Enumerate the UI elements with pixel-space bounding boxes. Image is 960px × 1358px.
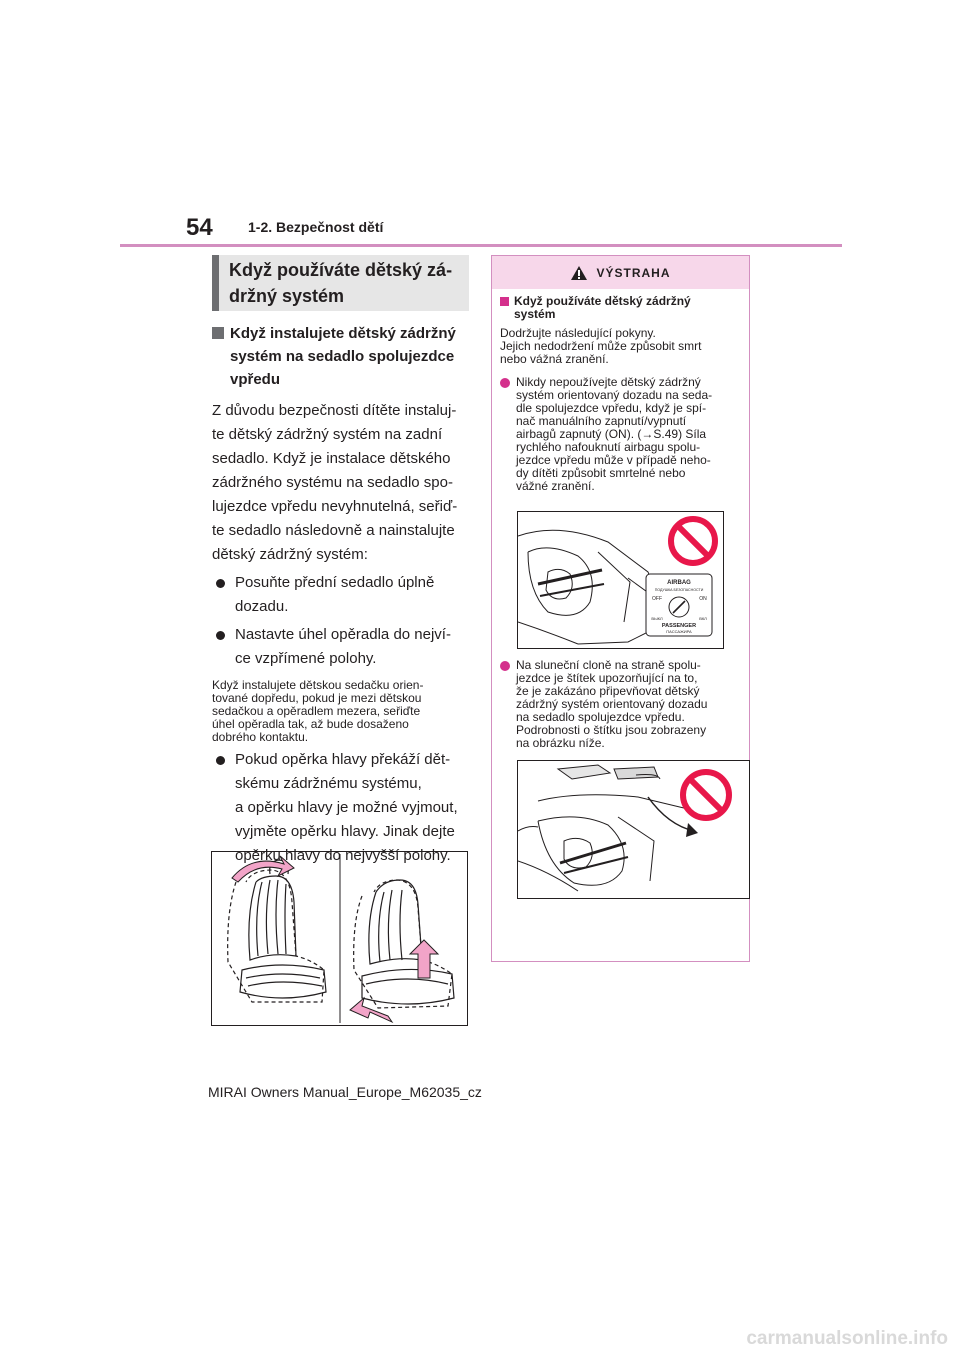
warning-header [492, 256, 749, 289]
airbag-label-subtitle: ПОДУШКА БЕЗОПАСНОСТИ [654, 588, 704, 592]
bullet-text: Pokud opěrka hlavy překáží dět- skému zádržnému systému, a opěrku hlavy je možné vyjmout, vyjměte opěrku hlavy. Jinak dejte opěrku hlavy do nejvyšší polohy. [235, 751, 458, 864]
seat-illustration [211, 851, 468, 1026]
warning-bullet [500, 659, 743, 750]
warning-box [491, 255, 750, 962]
warning-bullet-text: Na sluneční cloně na straně spolu- jezdce je štítek upozorňující na to, že je zakázáno připevňovat dětský zádržný systém orientovaný dozadu na sedadlo spolujezdce vpředu. Podrobnosti o štítku jsou zobrazeny na obrázku níže. [516, 658, 708, 750]
bullet-item [212, 748, 470, 868]
airbag-label-passenger-ru: ПАССАЖИРА [666, 629, 692, 634]
bullet-text: Nastavte úhel opěradla do nejví- ce vzpřímené polohy. [235, 626, 451, 667]
header-rule [120, 244, 842, 247]
bullet-item [212, 571, 470, 619]
warning-bullet [500, 376, 743, 493]
left-column [212, 322, 470, 868]
airbag-label-off: OFF [652, 596, 662, 602]
warning-triangle-icon [570, 265, 588, 281]
square-bullet-icon [500, 297, 509, 306]
bullet-item [212, 623, 470, 671]
warning-bullet-text: Nikdy nepoužívejte dětský zádržný systém orientovaný dozadu na seda- dle spolujezdce vpředu, když je spí- nač manuálního zapnutí/vypnutí airbagů zapnutý (ON). (→S.49) Síla rychlého nafouknutí airbagu spolu- jezdce vpředu může v případě neho- dy dítěti způsobit smrtelné nebo vážné zranění. [516, 375, 713, 493]
warning-content [492, 289, 749, 899]
airbag-switch-illustration [517, 511, 724, 649]
section-title: 1-2. Bezpečnost dětí [248, 219, 384, 235]
bullet-dot-icon [500, 661, 510, 671]
square-bullet-icon [212, 327, 224, 339]
airbag-label-passenger: PASSENGER [661, 623, 697, 629]
warning-title: VÝSTRAHA [596, 265, 671, 280]
prohibition-icon [683, 772, 729, 818]
sun-visor-drawing [518, 761, 749, 898]
bullet-dot-icon [500, 378, 510, 388]
instruction-heading [212, 322, 470, 391]
subsection-title: Když používáte dětský zá- držný systém [229, 260, 453, 306]
bullet-text: Posuňte přední sedadlo úplně dozadu. [235, 574, 435, 615]
bullet-dot-icon [216, 631, 225, 640]
sun-visor-illustration [517, 760, 750, 899]
warning-intro: Dodržujte následující pokyny. Jejich nedodržení může způsobit smrt nebo vážná zranění. [500, 326, 702, 366]
intro-paragraph: Z důvodu bezpečnosti dítěte instaluj- te dětský zádržný systém na zadní sedadlo. Když je instalace dětského zádržného systému na sedadlo spo- lujezdce vpředu nevyhnutelná, seřiď- te sedadlo následovně a nainstalujte dětský zádržný systém: [212, 402, 458, 563]
airbag-label-title: AIRBAG [667, 580, 691, 586]
subsection-box [212, 255, 469, 311]
seat-drawing [212, 852, 467, 1025]
bullet-dot-icon [216, 579, 225, 588]
watermark: carmanualsonline.info [746, 1328, 948, 1349]
airbag-label-on-ru: ВКЛ [699, 616, 707, 621]
note-paragraph: Když instalujete dětskou sedačku orien- tované dopředu, pokud je mezi dětskou sedačkou a opěradlem mezera, seřiďte úhel opěradla tak, až bude dosaženo dobrého kontaktu. [212, 678, 424, 744]
warning-heading [500, 295, 743, 321]
instruction-heading-text: Když instalujete dětský zádržný systém na sedadlo spolujezdce vpředu [230, 325, 456, 388]
prohibition-icon [671, 519, 715, 563]
warning-heading-text: Když používáte dětský zádržný systém [514, 294, 691, 321]
page-number: 54 [186, 214, 213, 241]
footer-text: MIRAI Owners Manual_Europe_M62035_cz [208, 1084, 482, 1100]
bullet-dot-icon [216, 756, 225, 765]
airbag-label-on: ON [699, 596, 707, 602]
airbag-label-off-ru: ВЫКЛ [651, 616, 663, 621]
dashboard-drawing [518, 512, 723, 648]
